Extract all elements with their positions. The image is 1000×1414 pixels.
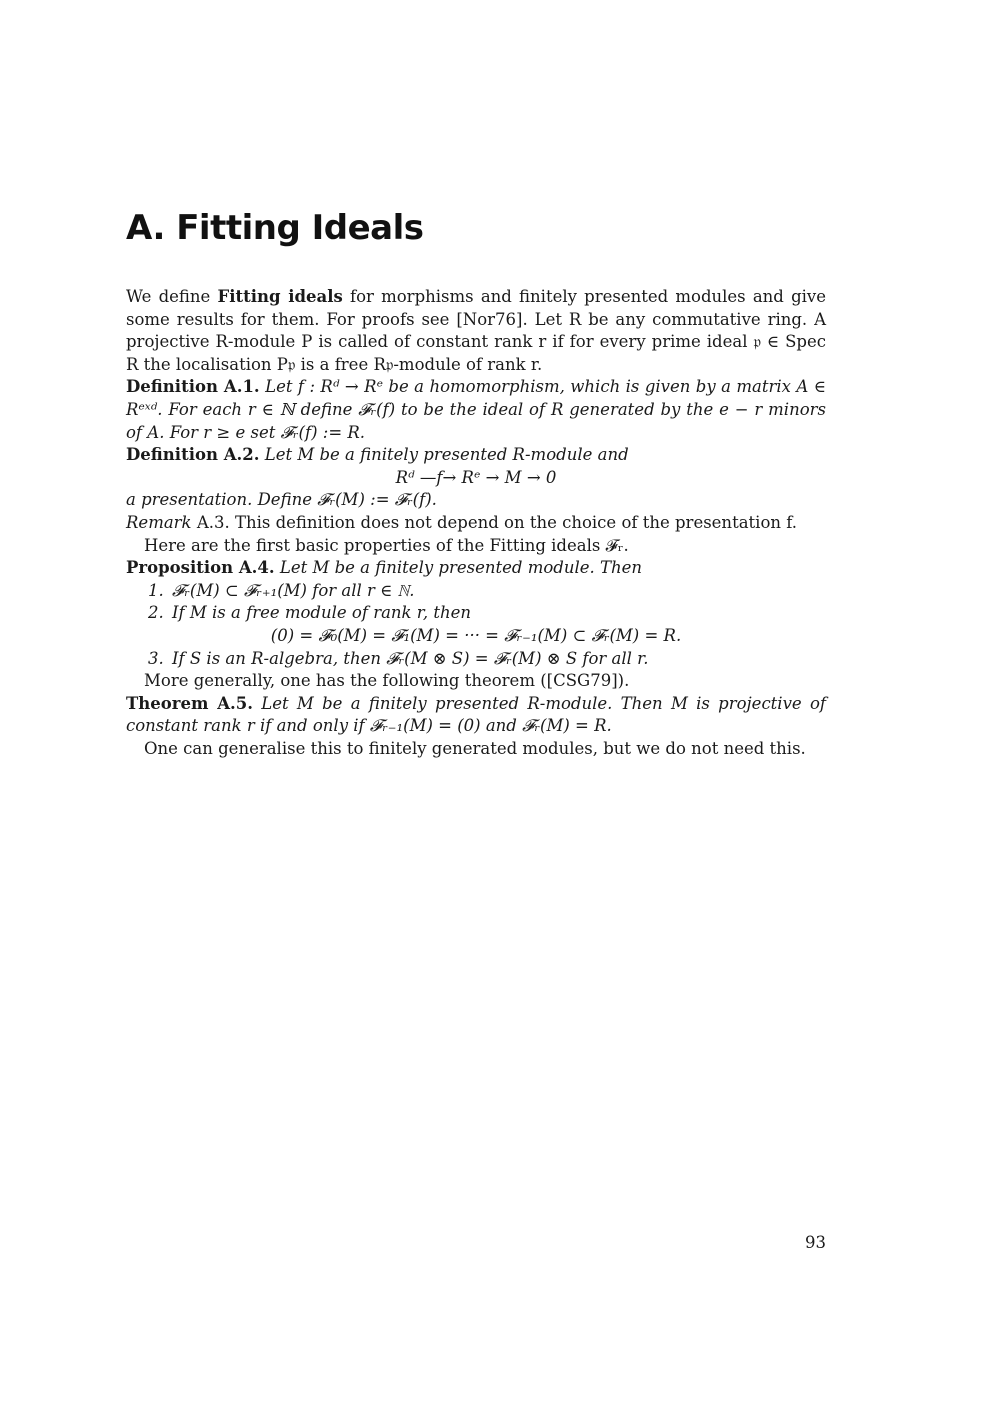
intro-post: for morphisms and finitely presented modules and give some results for them. For proofs see [Nor76]. Let R be any commutative ring. A projective R-module P is called of constant rank r if for every prime ideal 𝔭 ∈ Spec R the localisation P𝔭 is a free R𝔭-module of rank r. bbox=[126, 287, 826, 374]
intro-paragraph bbox=[126, 286, 826, 376]
remark-label: Remark bbox=[126, 512, 192, 532]
paragraph-closing: One can generalise this to finitely generated modules, but we do not need this. bbox=[144, 738, 806, 758]
proposition-a4 bbox=[126, 557, 826, 580]
remark-a3 bbox=[126, 512, 826, 535]
definition-a1 bbox=[126, 376, 826, 444]
definition-a2 bbox=[126, 444, 826, 467]
definition-a1-label: Definition A.1. bbox=[126, 377, 260, 397]
remark-text: This definition does not depend on the choice of the presentation f. bbox=[234, 512, 798, 532]
definition-a2-label: Definition A.2. bbox=[126, 445, 260, 465]
paragraph-general: More generally, one has the following theorem ([CSG79]). bbox=[144, 671, 630, 691]
remark-number: A.3. bbox=[196, 512, 230, 532]
intro-pre: We define bbox=[126, 287, 218, 306]
page-body bbox=[126, 286, 826, 760]
chapter-title: A. Fitting Ideals bbox=[126, 208, 424, 248]
theorem-a5 bbox=[126, 693, 826, 738]
list-number: 1. bbox=[148, 580, 164, 600]
theorem-label: Theorem A.5. bbox=[126, 693, 253, 713]
paragraph-properties: Here are the first basic properties of the Fitting ideals 𝓕ᵣ. bbox=[144, 535, 629, 555]
proposition-text: Let M be a finitely presented module. Then bbox=[279, 558, 643, 578]
theorem-text: Let M be a finitely presented R-module. Then M is projective of constant rank r if and only if 𝓕ᵣ₋₁(M) = (0) and 𝓕ᵣ(M) = R. bbox=[126, 693, 826, 736]
list-item bbox=[126, 602, 826, 625]
intro-bold-term: Fitting ideals bbox=[217, 287, 343, 306]
free-module-display: (0) = 𝓕₀(M) = 𝓕₁(M) = ··· = 𝓕ᵣ₋₁(M) ⊂ 𝓕ᵣ(M) = R. bbox=[270, 625, 682, 645]
list-number: 2. bbox=[148, 603, 164, 623]
definition-a2-text: Let M be a finitely presented R-module and bbox=[264, 445, 629, 465]
list-item bbox=[126, 648, 826, 671]
presentation-display: Rᵈ —f→ Rᵉ → M → 0 bbox=[395, 467, 557, 487]
page-number: 93 bbox=[805, 1233, 826, 1252]
proposition-label: Proposition A.4. bbox=[126, 558, 275, 578]
definition-a2-after: a presentation. Define 𝓕ᵣ(M) := 𝓕ᵣ(f). bbox=[126, 490, 437, 510]
list-text: 𝓕ᵣ(M) ⊂ 𝓕ᵣ₊₁(M) for all r ∈ ℕ. bbox=[172, 580, 415, 600]
list-text: If M is a free module of rank r, then bbox=[172, 603, 471, 623]
list-number: 3. bbox=[148, 648, 164, 668]
list-text: If S is an R-algebra, then 𝓕ᵣ(M ⊗ S) = 𝓕ᵣ(M) ⊗ S for all r. bbox=[172, 648, 649, 668]
definition-a1-text: Let f : Rᵈ → Rᵉ be a homomorphism, which is given by a matrix A ∈ Rᵉˣᵈ. For each r ∈ ℕ define 𝓕ᵣ(f) to be the ideal of R generated by the e − r minors of A. For r ≥ e set 𝓕ᵣ(f) := R. bbox=[126, 377, 826, 442]
list-item bbox=[126, 580, 826, 603]
